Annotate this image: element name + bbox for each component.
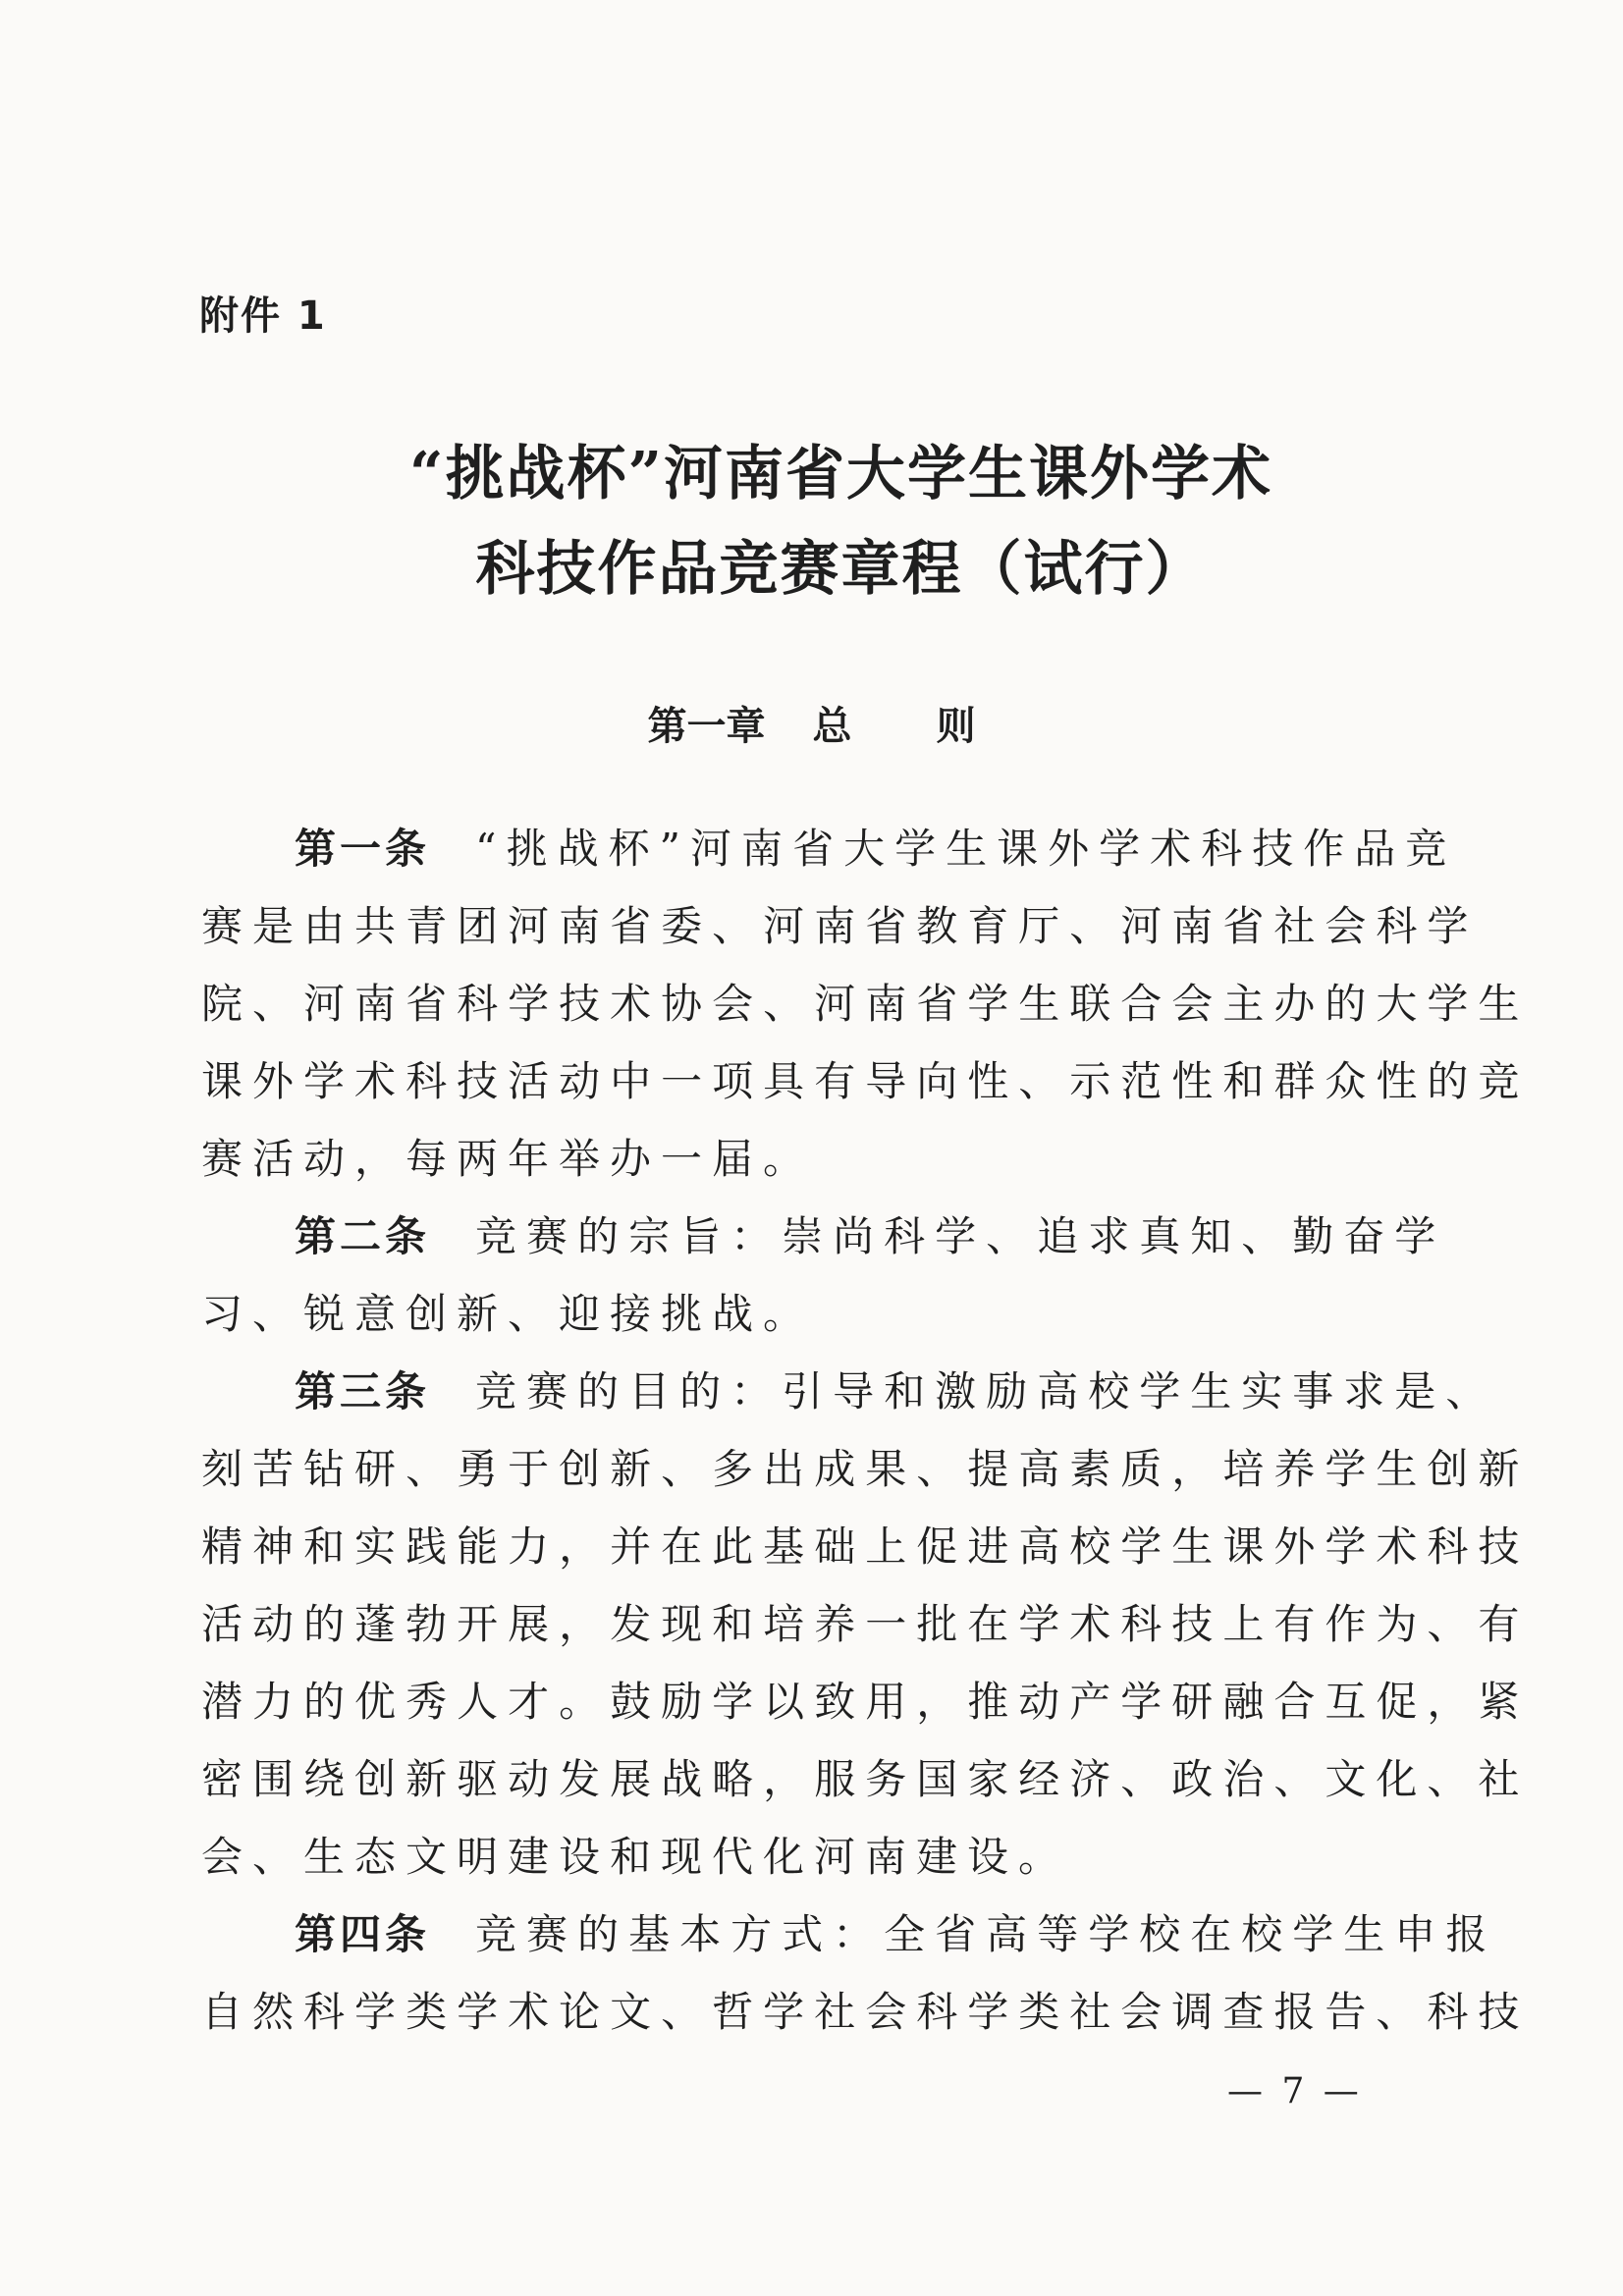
article-3-line-6: 密 围 绕 创 新 驱 动 发 展 战 略 ， 服 务 国 家 经 济 、 政 治 、 文 化 、 社 [201, 1755, 1530, 1803]
document-title-line-2: 科技作品竞赛章程（试行） [475, 535, 1207, 604]
article-4-line-2: 自 然 科 学 类 学 术 论 文 、 哲 学 社 会 科 学 类 社 会 调 查 报 告 、 科 技 [201, 1988, 1530, 2036]
attachment-label: 附件 1 [199, 294, 327, 339]
article-3-label: 第三条 [295, 1367, 431, 1415]
article-1-line-3: 院 、 河 南 省 科 学 技 术 协 会 、 河 南 省 学 生 联 合 会 主 办 的 大 学 生 [201, 980, 1530, 1028]
article-3-line-3: 精 神 和 实 践 能 力 ， 并 在 此 基 础 上 促 进 高 校 学 生 课 外 学 术 科 技 [201, 1522, 1530, 1571]
page-number: — 7 — [1227, 2071, 1363, 2111]
article-1-line-4: 课 外 学 术 科 技 活 动 中 一 项 具 有 导 向 性 、 示 范 性 和 群 众 性 的 竞 [201, 1057, 1530, 1105]
chapter-title-char-1: 总 [812, 704, 852, 749]
chapter-heading [0, 692, 1623, 761]
article-2-label: 第二条 [295, 1212, 431, 1260]
article-3-line-4: 活 动 的 蓬 勃 开 展 ， 发 现 和 培 养 一 批 在 学 术 科 技 上 有 作 为 、 有 [201, 1600, 1530, 1648]
article-4-line-1 [295, 1896, 1497, 1973]
article-1-line-2: 赛 是 由 共 青 团 河 南 省 委 、 河 南 省 教 育 厅 、 河 南 省 社 会 科 学 [201, 902, 1479, 950]
article-3-line-7: 会、生态文明建设和现代化河南建设。 [201, 1833, 1070, 1881]
article-2-text: 竞 赛 的 宗 旨 ： 崇 尚 科 学 、 追 求 真 知 、 勤 奋 学 [475, 1212, 1446, 1260]
article-1-line-5: 赛活动，每两年举办一届。 [201, 1135, 815, 1183]
article-2-line-2: 习、锐意创新、迎接挑战。 [201, 1290, 815, 1338]
article-3-line-5: 潜 力 的 优 秀 人 才 。 鼓 励 学 以 致 用 ， 推 动 产 学 研 融 合 互 促 ， 紧 [201, 1678, 1530, 1726]
article-4-label: 第四条 [295, 1910, 431, 1958]
article-1-line-1 [295, 811, 1457, 887]
chapter-number: 第一章 [647, 704, 766, 749]
document-title-line-1: “挑战杯”河南省大学生课外学术 [408, 440, 1273, 508]
article-4-text: 竞 赛 的 基 本 方 式 ： 全 省 高 等 学 校 在 校 学 生 申 报 [475, 1910, 1497, 1958]
article-1-text: “ 挑 战 杯 ” 河 南 省 大 学 生 课 外 学 术 科 技 作 品 竞 [475, 825, 1457, 873]
article-3-line-2: 刻 苦 钻 研 、 勇 于 创 新 、 多 出 成 果 、 提 高 素 质 ， 培 养 学 生 创 新 [201, 1445, 1530, 1493]
article-3-text: 竞 赛 的 目 的 ： 引 导 和 激 励 高 校 学 生 实 事 求 是 、 [475, 1367, 1497, 1415]
article-1-label: 第一条 [295, 825, 431, 873]
article-3-line-1 [295, 1354, 1497, 1430]
article-2-line-1 [295, 1199, 1446, 1275]
chapter-title-char-2: 则 [936, 704, 976, 749]
